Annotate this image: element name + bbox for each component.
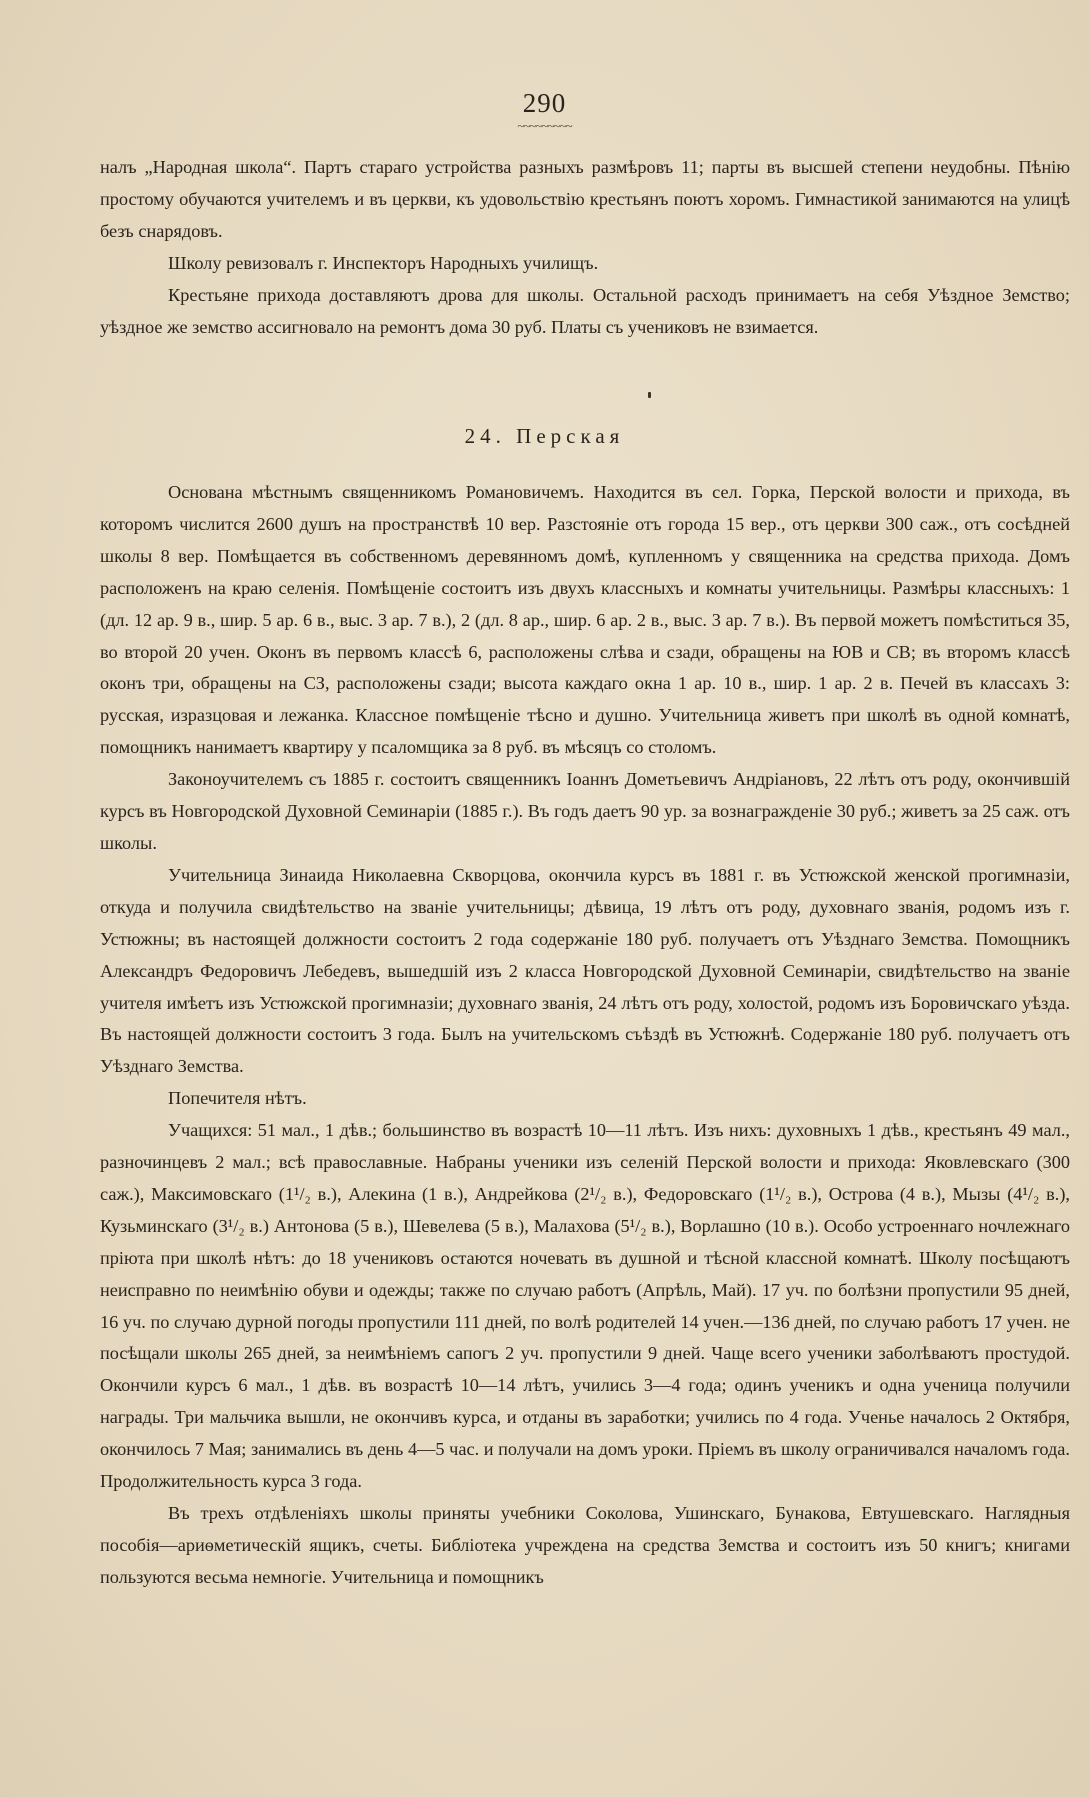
ink-spot <box>648 392 651 398</box>
paragraph-law-teacher: Законоучителемъ съ 1885 г. состоитъ священникъ Іоаннъ Дометьевичъ Андріановъ, 22 лѣтъ отъ роду, окончившій курсъ въ Новгородской Духовной Семинаріи (1885 г.). Въ годъ даетъ 90 ур. за вознагражденіе 30 руб.; живетъ за 25 саж. отъ школы. <box>100 769 1070 853</box>
section-heading: 24. Перская <box>464 424 625 448</box>
page-number-ornament: ~~~~~~~~~ <box>517 118 572 133</box>
section-text-block <box>100 477 1070 1594</box>
paragraph-pupils: Учащихся: 51 мал., 1 дѣв.; большинство въ возрастѣ 10—11 лѣтъ. Изъ нихъ: духовныхъ 1 дѣв., крестьянъ 49 мал., разночинцевъ 2 мал.; всѣ православные. Набраны ученики изъ селеній Перской волости и прихода: Яковлевскаго (300 саж.), Максимовскаго (1¹/₂ в.), Алекина (1 в.), Андрейкова (2¹/₂ в.), Федоровскаго (1¹/₂ в.), Острова (4 в.), Мызы (4¹/₂ в.), Кузьминскаго (3¹/₂ в.) Антонова (5 в.), Шевелева (5 в.), Малахова (5¹/₂ в.), Ворлашно (10 в.). Особо устроеннаго ночлежнаго пріюта при школѣ нѣтъ: до 18 учениковъ остаются ночевать въ душной и тѣсной классной комнатѣ. Школу посѣщаютъ неисправно по неимѣнію обуви и одежды; также по случаю работъ (Апрѣль, Май). 17 уч. по болѣзни пропустили 95 дней, 16 уч. по случаю дурной погоды пропустили 111 дней, по волѣ родителей 14 учен.—136 дней, по случаю работъ 17 учен. не посѣщали школы 265 дней, за неимѣніемъ сапогъ 2 уч. пропустили 9 дней. Чаще всего ученики заболѣваютъ простудой. Окончили курсъ 6 мал., 1 дѣв. въ возрастѣ 10—14 лѣтъ, учились 3—4 года; одинъ ученикъ и одна ученица получили награды. Три мальчика вышли, не окончивъ курса, и отданы въ заработки; учились по 4 года. Ученье началось 2 Октября, окончилось 7 Мая; занимались въ день 4—5 час. и получали на домъ уроки. Пріемъ въ школу ограничивался началомъ года. Продолжительность курса 3 года. <box>100 1120 1070 1492</box>
paragraph-teachers: Учительница Зинаида Николаевна Скворцова, окончила курсъ въ 1881 г. въ Устюжской женской прогимназіи, откуда и получила свидѣтельство на званіе учительницы; дѣвица, 19 лѣтъ отъ роду, духовнаго званія, родомъ изъ г. Устюжны; въ настоящей должности состоитъ 2 года содержаніе 180 руб. получаетъ отъ Уѣзднаго Земства. Помощникъ Александръ Федоровичъ Лебедевъ, вышедшій изъ 2 класса Новгородской Духовной Семинаріи, свидѣтельство на званіе учителя имѣетъ изъ Устюжской прогимназіи; духовнаго званія, 24 лѣтъ отъ роду, холостой, родомъ изъ Боровичскаго уѣзда. Въ настоящей должности состоитъ 3 года. Былъ на учительскомъ съѣздѣ въ Устюжнѣ. Содержаніе 180 руб. получаетъ отъ Уѣзднаго Земства. <box>100 864 1070 1077</box>
paragraph-classroom-furniture: налъ „Народная школа“. Партъ стараго устройства разныхъ размѣровъ 11; парты въ высшей степени неудобны. Пѣнію простому обучаются учителемъ и въ церкви, къ удовольствію крестьянъ поютъ хоромъ. Гимнастикой занимаются на улицѣ безъ снарядовъ. <box>100 157 1070 241</box>
page-number: 290 <box>522 88 567 118</box>
continued-text-block <box>100 152 1070 343</box>
paragraph-trustee: Попечителя нѣтъ. <box>168 1088 307 1109</box>
paragraph-inspection: Школу ревизовалъ г. Инспекторъ Народныхъ училищъ. <box>168 252 599 273</box>
paragraph-school-building: Основана мѣстнымъ священникомъ Романовичемъ. Находится въ сел. Горка, Перской волости и прихода, въ которомъ числится 2600 душъ на пространствѣ 10 вер. Разстояніе отъ города 15 вер., отъ церкви 300 саж., отъ сосѣдней школы 8 вер. Помѣщается въ собственномъ деревянномъ домѣ, купленномъ у священника на средства прихода. Домъ расположенъ на краю селенія. Помѣщеніе состоитъ изъ двухъ классныхъ и комнаты учительницы. Размѣры классныхъ: 1 (дл. 12 ар. 9 в., шир. 5 ар. 6 в., выс. 3 ар. 7 в.), 2 (дл. 8 ар., шир. 6 ар. 2 в., выс. 3 ар. 7 в.). Въ первой можетъ помѣститься 35, во второй 20 учен. Оконъ въ первомъ классѣ 6, расположены слѣва и сзади, обращены на ЮВ и СВ; въ второмъ классѣ оконъ три, обращены на СЗ, расположены сзади; высота каждаго окна 1 ар. 10 в., шир. 1 ар. 2 в. Печей въ классахъ 3: русская, изразцовая и лежанка. Классное помѣщеніе тѣсно и душно. Учительница живетъ при школѣ въ одной комнатѣ, помощникъ нанимаетъ квартиру у псаломщика за 8 руб. въ мѣсяцъ со столомъ. <box>100 482 1070 758</box>
paragraph-textbooks: Въ трехъ отдѣленіяхъ школы приняты учебники Соколова, Ушинскаго, Бунакова, Евтушевскаго. Наглядныя пособія—ариѳметическій ящикъ, счеты. Библіотека учреждена на средства Земства и состоитъ изъ 50 книгъ; книгами пользуются весьма немногіе. Учительница и помощникъ <box>100 1503 1070 1587</box>
paragraph-expenses: Крестьяне прихода доставляютъ дрова для школы. Остальной расходъ принимаетъ на себя Уѣздное Земство; уѣздное же земство ассигновало на ремонтъ дома 30 руб. Платы съ учениковъ не взимается. <box>100 284 1070 337</box>
